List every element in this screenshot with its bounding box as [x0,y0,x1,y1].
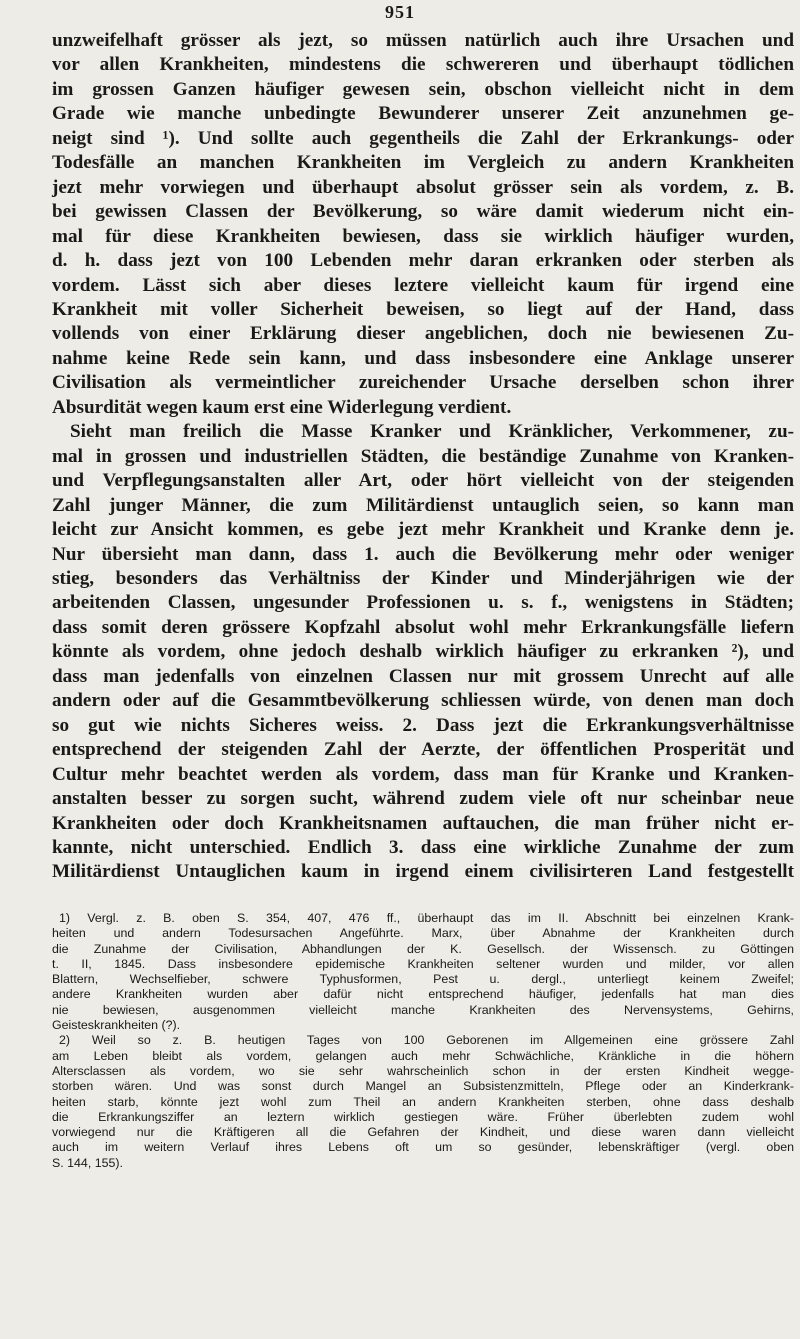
footnote-line: vorwiegend nur die Kräftigeren all die Gefahren der Kindheit, und diese waren dann vielleicht [52,1125,794,1140]
body-line: vordem. Lässt sich aber dieses leztere vielleicht kaum für irgend eine [52,274,794,296]
body-line: Zahl junger Männer, die zum Militärdienst untauglich seien, so kann man [52,494,794,516]
footnote-line: Altersclassen als vordem, wo sie sehr wahrscheinlich schon in der ersten Kindheit wegge- [52,1063,794,1078]
footnote-line: t. II, 1845. Dass insbesondere epidemische Krankheiten seltener wurden und milder, vor allen [52,956,794,971]
body-line: Todesfälle an manchen Krankheiten im Vergleich zu andern Krankheiten [52,152,794,174]
body-line: und Verpflegungsanstalten aller Art, oder hört vielleicht von der steigenden [52,470,794,492]
body-line: jezt mehr vorwiegen und überhaupt absolut grösser sein als vordem, z. B. [52,176,794,198]
body-line: nahme keine Rede sein kann, und dass insbesondere eine Anklage unserer [52,347,794,369]
footnote-line: Geisteskrankheiten (?). [52,1018,181,1033]
footnote-line: auch im weitern Verlauf ihres Lebens oft um so gesünder, lebenskräftiger (vergl. oben [52,1140,794,1155]
body-line: könnte als vordem, ohne jedoch deshalb wirklich häufiger zu erkranken ²), und [52,641,794,663]
body-line: dass somit deren grössere Kopfzahl absolut wohl mehr Erkrankungsfälle liefern [52,616,794,638]
body-line: Nur übersieht man dann, dass 1. auch die Bevölkerung mehr oder weniger [52,543,794,565]
body-line: kannte, nicht unterschied. Endlich 3. dass eine wirkliche Zunahme der zum [52,836,794,858]
body-line: so gut wie nichts Sicheres weiss. 2. Dass jezt die Erkrankungsverhältnisse [52,714,794,736]
footnote-line: heiten und andern Todesursachen Angeführte. Marx, über Abnahme der Krankheiten durch [52,926,794,941]
body-line: stieg, besonders das Verhältniss der Kinder und Minderjährigen wie der [52,567,794,589]
body-line: Militärdienst Untauglichen kaum in irgend einem civilisirteren Land festgestellt [52,861,794,883]
body-line: bei gewissen Classen der Bevölkerung, so wäre damit wiederum nicht ein- [52,201,794,223]
body-line: anstalten besser zu sorgen sucht, während zudem viele oft nur scheinbar neue [52,788,794,810]
body-line: d. h. dass jezt von 100 Lebenden mehr daran erkranken oder sterben als [52,250,794,272]
footnote-line: 1) Vergl. z. B. oben S. 354, 407, 476 ff., überhaupt das im II. Abschnitt bei einzelnen Krank- [59,911,794,925]
footnote-line: 2) Weil so z. B. heutigen Tages von 100 Geborenen im Allgemeinen eine grössere Zahl [59,1033,794,1048]
body-line: neigt sind ¹). Und sollte auch gegentheils die Zahl der Erkrankungs- oder [52,127,794,149]
body-line: mal für diese Krankheiten bewiesen, dass sie wirklich häufiger wurden, [52,225,794,247]
footnotes [52,911,794,1171]
main-text [52,29,794,885]
footnote-line: die Erkrankungsziffer an leztern wirklich gestiegen wäre. Früher überlebten zudem wohl [52,1109,794,1124]
body-line: vor allen Krankheiten, mindestens die schwereren und überhaupt tödlichen [52,54,794,76]
body-line: unzweifelhaft grösser als jezt, so müssen natürlich auch ihre Ursachen und [52,30,794,51]
body-line: leicht zur Ansicht kommen, es gebe jezt mehr Krankheit und Kranke denn je. [52,519,794,541]
body-line: vollends von einer Erklärung dieser angeblichen, doch nie bewiesenen Zu- [52,323,794,345]
body-line: Krankheit mit voller Sicherheit beweisen, so liegt auf der Hand, dass [52,298,794,320]
body-line: Absurdität wegen kaum erst eine Widerlegung verdient. [52,396,512,418]
body-line: Krankheiten oder doch Krankheitsnamen auftauchen, die man früher nicht er- [52,812,794,834]
page-number: 951 [385,2,415,22]
footnote-line: die Zunahme der Civilisation, Abhandlungen der K. Gesellsch. der Wissensch. zu Göttingen [52,941,794,956]
body-line: Grade wie manche unbedingte Bewunderer unserer Zeit anzunehmen ge- [52,103,794,125]
footnote-line: Blattern, Wechselfieber, schwere Typhusformen, Pest u. dergl., unterliegt keinem Zweifel; [52,972,794,987]
body-line: entsprechend der steigenden Zahl der Aerzte, der öffentlichen Prosperität und [52,739,794,761]
body-line: im grossen Ganzen häufiger gewesen sein, obschon vielleicht nicht in dem [52,78,794,100]
body-line: mal in grossen und industriellen Städten, die beständige Zunahme von Kranken- [52,445,794,467]
footnote-line: nie bewiesen, ausgenommen vielleicht manche Krankheiten des Nervensystems, Gehirns, [52,1002,794,1017]
body-line: andern oder auf die Gesammtbevölkerung schliessen würde, von denen man doch [52,690,794,712]
body-line: Cultur mehr beachtet werden als vordem, dass man für Kranke und Kranken- [52,763,794,785]
footnote-line: S. 144, 155). [52,1155,123,1170]
footnote-line: heiten starb, könnte jezt wohl zum Theil an andern Krankheiten sterben, ohne dass deshalb [52,1094,794,1109]
body-line: dass man jedenfalls von einzelnen Classen nur mit grossem Unrecht auf alle [52,665,794,687]
body-line: Sieht man freilich die Masse Kranker und Kränklicher, Verkommener, zu- [70,421,794,443]
footnote-line: am Leben bleibt als vordem, gelangen auch mehr Schwächliche, Kränkliche in die höhern [52,1048,794,1063]
body-line: Civilisation als vermeintlicher zureichender Ursache derselben schon ihrer [52,372,794,394]
footnote-line: storben wären. Und was sonst durch Mangel an Subsistenzmitteln, Pflege oder an Kinderkrank- [52,1079,794,1094]
body-line: arbeitenden Classen, ungesunder Professionen u. s. f., wenigstens in Städten; [52,592,794,614]
footnote-line: andere Krankheiten wurden aber dafür nicht entsprechend häufiger, jedenfalls hat man dies [52,987,794,1002]
